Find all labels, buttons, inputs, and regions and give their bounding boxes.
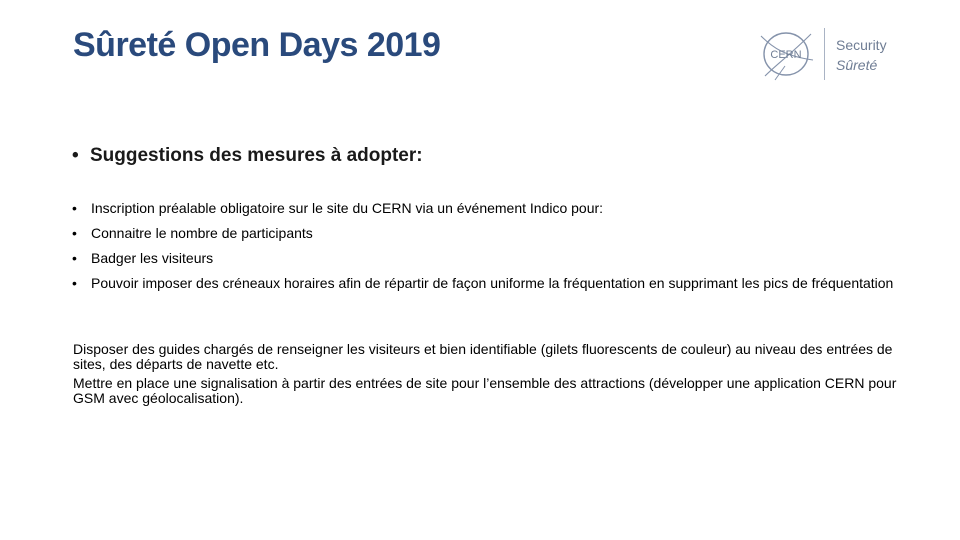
bullet-glyph: • bbox=[72, 250, 77, 266]
list-item bbox=[72, 225, 902, 242]
list-item bbox=[72, 275, 902, 292]
bullet-glyph: • bbox=[72, 225, 77, 241]
bullet-glyph: • bbox=[72, 200, 77, 216]
paragraph: Disposer des guides chargés de renseigner les visiteurs et bien identifiable (gilets fluorescents de couleur) au niveau des entrées de sites, des départs de navette etc. bbox=[73, 341, 893, 372]
slide-title: Sûreté Open Days 2019 bbox=[73, 26, 441, 64]
paragraphs bbox=[73, 342, 903, 410]
main-bullet bbox=[72, 145, 423, 167]
list-item-text: Badger les visiteurs bbox=[91, 250, 214, 266]
list-item-text: Pouvoir imposer des créneaux horaires afin de répartir de façon uniforme la fréquentation en supprimant les pics de fréquentation bbox=[91, 275, 894, 291]
logo-surete-label: Sûreté bbox=[836, 57, 878, 73]
logo-divider bbox=[824, 28, 825, 80]
list-item-text: Connaitre le nombre de participants bbox=[91, 225, 313, 241]
bullet-glyph: • bbox=[72, 145, 79, 166]
cern-security-logo bbox=[745, 22, 935, 90]
main-bullet-text: Suggestions des mesures à adopter: bbox=[90, 145, 423, 166]
logo-security-label: Security bbox=[836, 37, 887, 53]
sub-bullet-list bbox=[72, 200, 902, 292]
paragraph: Mettre en place une signalisation à partir des entrées de site pour l’ensemble des attractions (développer une application CERN pour GSM avec géolocalisation). bbox=[73, 375, 897, 406]
bullet-glyph: • bbox=[72, 275, 77, 291]
list-item bbox=[72, 250, 902, 267]
cern-logo-label: CERN bbox=[770, 49, 802, 61]
logo-text bbox=[836, 35, 887, 75]
list-item-text: Inscription préalable obligatoire sur le site du CERN via un événement Indico pour: bbox=[91, 200, 604, 216]
list-item bbox=[72, 200, 902, 217]
cern-logo-icon bbox=[755, 26, 819, 84]
